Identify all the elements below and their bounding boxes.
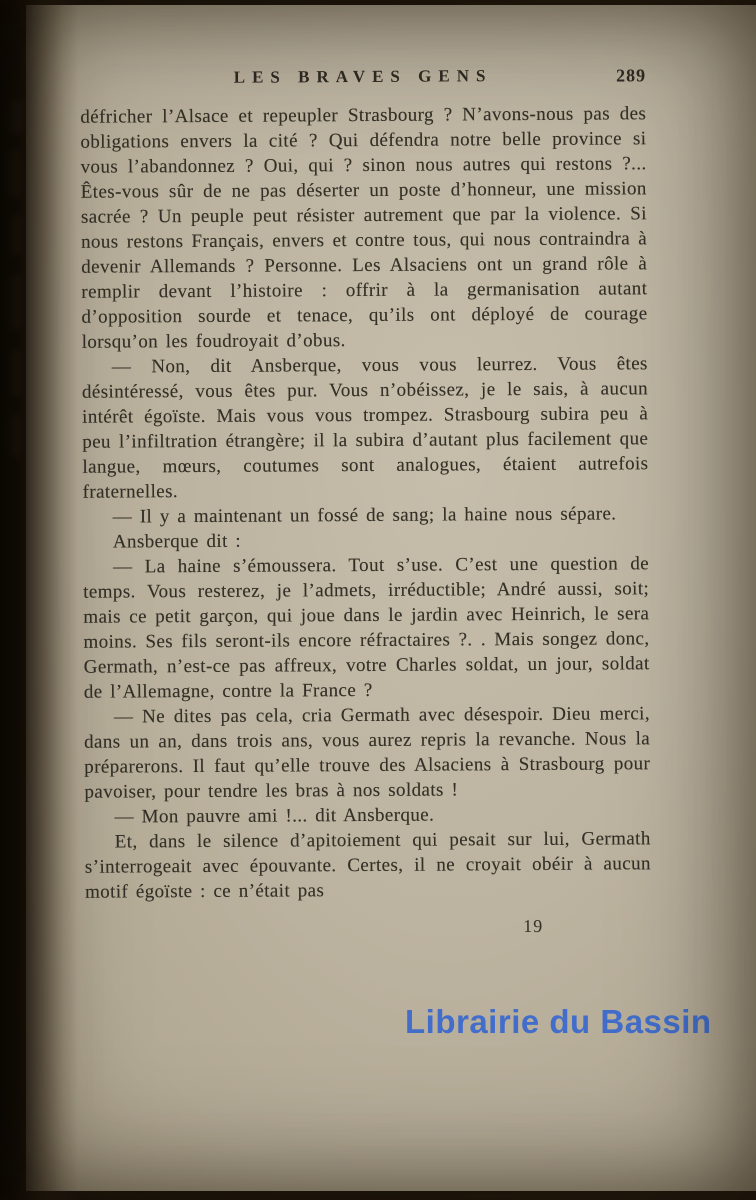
- footer: [85, 915, 651, 939]
- footer-page-number: 19: [523, 915, 544, 937]
- gutter-ghost-text: [7, 150, 20, 198]
- gutter-ghost-text: [9, 350, 21, 396]
- body-text: [80, 101, 651, 904]
- paragraph: Et, dans le silence d’apitoiement qui pesait sur lui, Germath s’interrogeait avec épouvante. Certes, il ne croyait obéir à aucun motif égoïste : ce n’était pas: [84, 828, 651, 903]
- header-title: LES BRAVES GENS: [233, 66, 493, 87]
- paragraph: — La haine s’émoussera. Tout s’use. C’est une question de temps. Vous resterez, je l’admets, irréductible; André aussi, soit; mais ce petit garçon, qui joue dans le jardin avec Heinrich, le sera moins. Ses fils seront-ils encore réfractaires ?. . Mais songez donc, Germath, n’est-ce pas affreux, votre Charles soldat, un jour, soldat de l’Allemagne, contre la France ?: [83, 553, 650, 703]
- book-page: [26, 5, 756, 1191]
- gutter-ghost-text: [8, 415, 20, 457]
- gutter-ghost-text: [9, 215, 21, 255]
- running-header: [80, 65, 646, 88]
- paragraph: Ansberque dit :: [112, 530, 242, 553]
- header-page-number: 289: [615, 65, 647, 86]
- paragraph: — Mon pauvre ami !... dit Ansberque.: [114, 804, 435, 828]
- gutter-ghost-text: [8, 275, 21, 330]
- watermark: Librairie du Bassin: [405, 1003, 712, 1040]
- page-content: [80, 65, 651, 939]
- gutter-ghost-text: [8, 100, 22, 134]
- paragraph: défricher l’Alsace et repeupler Strasbourg ? N’avons-nous pas des obligations envers la cité ? Qui défendra notre belle province si vous l’abandonnez ? Oui, qui ? sinon nous autres qui restons ?... Êtes-vous sûr de ne pas déserter un poste d’honneur, une mission sacrée ? Un peuple peut résister autrement que par la violence. Si nous restons Français, envers et contre tous, qui nous contraindra à devenir Allemands ? Personne. Les Alsaciens ont un grand rôle à remplir devant l’histoire : offrir à la germanisation autant d’opposition sourde et tenace, qu’ils ont déployé de courage lorsqu’on les foudroyait d’obus.: [80, 103, 648, 353]
- paragraph: — Il y a maintenant un fossé de sang; la haine nous sépare.: [112, 503, 617, 528]
- paragraph: — Non, dit Ansberque, vous vous leurrez. Vous êtes désintéressé, vous êtes pur. Vous n’obéissez, je le sais, à aucun intérêt égoïste. Mais vous vous trompez. Strasbourg subira peu à peu l’infiltration étrangère; il la subira d’autant plus facilement que langue, mœurs, coutumes sont analogues, étaient autrefois fraternelles.: [81, 353, 649, 503]
- paragraph: — Ne dites pas cela, cria Germath avec désespoir. Dieu merci, dans un an, dans trois ans, vous aurez repris la revanche. Nous la préparerons. Il faut qu’elle trouve des Alsaciens à Strasbourg pour pavoiser, pour tendre les bras à nos soldats !: [84, 703, 651, 803]
